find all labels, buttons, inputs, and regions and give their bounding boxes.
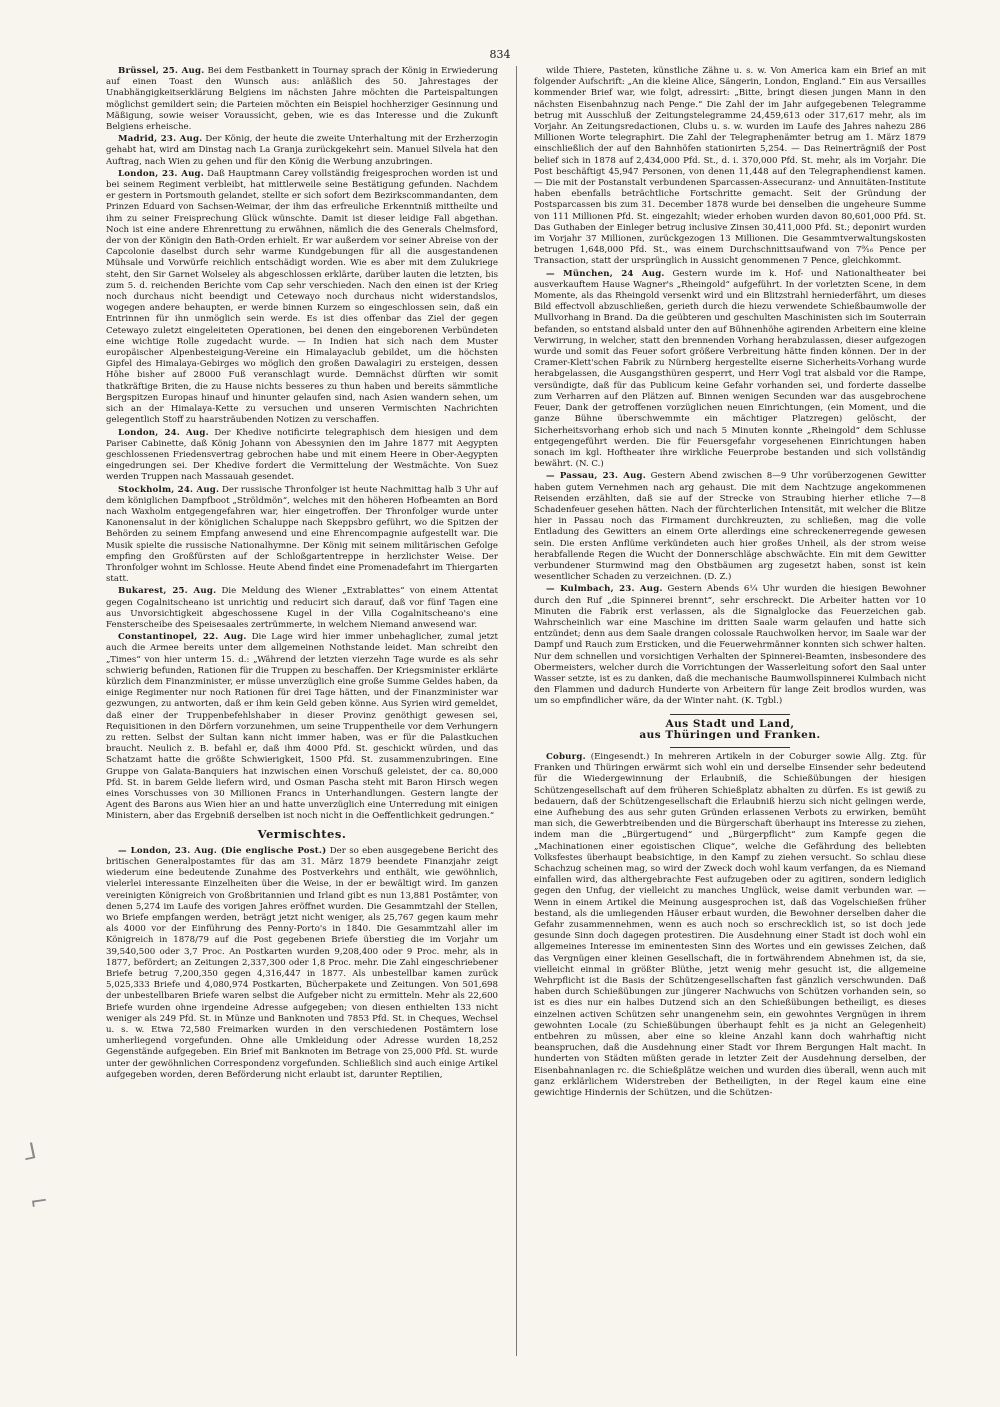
article-stockholm xyxy=(106,485,498,586)
left-column xyxy=(106,66,498,1356)
article-text: Daß Hauptmann Carey vollständig freigesprochen worden ist und bei seinem Regiment verbleibt, hat mittlerweile seine Bestätigung gefunden. Nachdem er gestern in Portsmouth gelandet, stellte er sich sofort dem Bezirkscommandanten, dem Prinzen Eduard von Sachsen-Weimar, der ihm das erfreuliche Erkenntniß mittheilte und ihm zu seiner Freisprechung Glück wünschte. Damit ist dieser leidige Fall abgethan. Noch ist eine andere Ehrenrettung zu erwähnen, nämlich die des Generals Chelmsford, der von der Königin den Bath-Orden erhielt. Er war außerdem vor seiner Abreise von der Capcolonie daselbst durch sehr warme Kundgebungen für all die ausgestandenen Mühsale und Vorwürfe reichlich entschädigt worden. Wie es aber mit dem Zulukriege steht, den Sir Garnet Wolseley als abgeschlossen erklärte, darüber lauten die letzten, bis zum 5. d. reichenden Berichte vom Cap sehr verschieden. Nach den einen ist der Krieg noch durchaus nicht beendigt und Cetewayo noch durchaus nicht widerstandslos, wogegen andere behaupten, er werde binnen Kurzem so eingeschlossen sein, daß ein Entrinnen für ihn unmöglich sein werde. Es ist dies offenbar das Ziel der gegen Cetewayo zuletzt eingeleiteten Operationen, bei denen den eingeborenen Verbündeten eine wichtige Rolle zugedacht wurde. — In Indien hat sich nach dem Muster europäischer Alpenbesteigung-Vereine ein Himalayaclub gebildet, um die höchsten Gipfel des Himalaya-Gebirges wo möglich den großen Dawalagiri zu ersteigen, dessen Höhe bisher auf 28000 Fuß veranschlagt wurde. Demnächst dürften wir somit thatkräftige Briten, die zu Hause nichts besseres zu thun haben und bereits sämmtliche Bergspitzen Europas hinauf und hinunter gelaufen sind, nach Asien wandern sehen, um sich an der Himalaya-Kette zu versuchen und unseren Vermischten Nachrichten gelegentlich Stoff zu haarsträubenden Notizen zu verschaffen. xyxy=(106,168,498,426)
article-london-23 xyxy=(106,169,498,427)
article-dateline: Coburg. xyxy=(546,751,586,762)
article-text: Der König, der heute die zweite Unterhaltung mit der Erzherzogin gehabt hat, wird am Dinstag nach La Granja zurückgekehrt sein. Manuel Silvela hat den Auftrag, nach Wien zu gehen und für den König die Werbung anzubringen. xyxy=(106,134,498,167)
margin-scan-mark: ⌐ xyxy=(28,1188,51,1217)
article-text: Die Lage wird hier immer unbehaglicher, zumal jetzt auch die Armee bereits unter dem allgemeinen Nothstande leidet. Man schreibt den „Times“ von hier unterm 15. d.: „Während der letzten vierzehn Tage wurde es als sehr schwierig befunden, Rationen für die Truppen zu beschaffen. Der Kriegsminister erklärte kürzlich dem Finanzminister, er müsse unverzüglich eine große Summe Geldes haben, da einige Regimenter nur noch Rationen für drei Tage hätten, und der Finanzminister war gezwungen, zu antworten, daß er ihm kein Geld geben könne. Aus Syrien wird gemeldet, daß einer der Truppenbefehlshaber in dieser Provinz genöthigt gewesen sei, Requisitionen in den Dörfern vorzunehmen, um seine Truppentheile vor dem Verhungern zu retten. Selbst der Sultan kann nicht immer haben, was er für die Palastkuchen braucht. Neulich z. B. befahl er, daß ihm 4000 Pfd. St. geschickt würden, und das Schatzamt hatte die größte Schwierigkeit, 1500 Pfd. St. zusammenzubringen. Eine Gruppe von Galata-Banquiers hat inzwischen einen Vorschuß geleistet, der ca. 80,000 Pfd. St. in barem Gelde liefern wird, und Osman Pascha steht mit Baron Hirsch wegen eines Vorschusses von 30 Millionen Francs in Unterhandlungen. Gestern langte der Agent des Barons aus Wien hier an und hatte unverzüglich eine Unterredung mit einigen Ministern, aber das Ergebniß derselben ist noch nicht in die Oeffentlichkeit gedrungen.“ xyxy=(106,632,498,822)
margin-scan-mark: ⅃ xyxy=(21,1138,39,1167)
article-dateline: — London, 23. Aug. (Die englische Post.) xyxy=(118,845,327,856)
article-london-24 xyxy=(106,428,498,484)
article-london-post-continued xyxy=(534,66,926,268)
article-text: (Eingesendt.) In mehreren Artikeln in der Coburger sowie Allg. Ztg. für Franken und Thüringen erwärmt sich wohl ein und derselbe Einsender sehr bedeutend für die Wiedergewinnung der Erlaubniß, die Schießübungen der hiesigen Schützengesellschaft auf dem früheren Schießplatz abhalten zu dürfen. Es ist gewiß zu bedauern, daß der Schützengesellschaft die Erlaubniß hierzu sich nicht gelingen werde, eine Aufhebung des aus sehr guten Gründen erlassenen Verbots zu erwirken, bemüht man sich, die Gewerbtreibenden und die Bürgerschaft überhaupt ins Interesse zu ziehen, indem man die „Bürgertugend“ und „Bürgerpflicht“ zum Kampfe gegen die „Machinationen einer egoistischen Clique“, welche die Gefährdung des beliebten Volksfestes überhaupt beabsichtige, in den Kampf zu ziehen versucht. So schlau diese Schachzug scheinen mag, so wird der Zweck doch wohl kaum verfangen, da es Niemand einfallen wird, das althergebrachte Fest aufzugeben oder zu agitiren, sondern lediglich gegen den Unfug, der vielleicht zu manches Unglück, weise damit verbunden war. — Wenn in einem Artikel die Meinung ausgesprochen ist, daß das Vogelschießen früher bestand, als die umliegenden Häuser erbaut wurden, die Bewohner derselben daher die Gefahr zusammennehmen, wenn es auch noch so erschrecklich ist, so ist doch jede gesunde Sinn doch dagegen protestiren. Die Ausdehnung einer Stadt ist doch wohl ein allgemeines Interesse im eminentesten Sinn des Wortes und ein gewisses Zeichen, daß das Vergnügen einer kleinen Gesellschaft, die in fortwährendem Abnehmen ist, da sie, vielleicht einmal in größter Blüthe, jetzt wenig mehr gesucht ist, die allgemeine Wehrpflicht ist die Basis der Schützengesellschaften fast gänzlich verschwunden. Daß haben durch Schießübungen zur jüngerer Nachwuchs von Schützen vorhanden sein, so ist es dies nur ein halbes Dutzend sich an den Schießübungen betheiligt, es dieses einzelnen activen Schützen sehr unangenehm sein, ein gewohntes Vergnügen in ihrem gewohnten Locale (zu Schießübungen überhaupt fehlt es ja nicht an Gelegenheit) entbehren zu müssen, aber eine so kleine Anzahl kann doch wahrhaftig nicht beanspruchen, daß die Ausdehnung einer Stadt vor Ihrem Bergungen Halt macht. In hunderten von Städten müßten gerade in letzter Zeit der Ausdehnung derselben, der Eisenbahnanlagen rc. die Schießplätze weichen und wurden dies überall, wenn auch mit ganz erklärlichem Widerstreben der Betheiligten, in der Regel kaum eine eine gewichtige Hindernis der Schützen, und die Schützen- xyxy=(534,751,926,1099)
article-dateline: Bukarest, 25. Aug. xyxy=(118,586,217,597)
article-text: Der so eben ausgegebene Bericht des britischen Generalpostamtes für das am 31. März 1879 beendete Finanzjahr zeigt wiederum eine bedeutende Zunahme des Postverkehrs und enthält, wie gewöhnlich, vielerlei interessante Einzelheiten über die Weise, in der er bewältigt wird. Im ganzen vereinigten Königreich von Großbritannien und Irland gibt es nun 13,881 Postämter, von denen 5,274 im Laufe des vorigen Jahres eröffnet wurden. Die Gesammtzahl der Stellen, wo Briefe empfangen werden, beträgt jetzt nicht weniger, als 25,767 gegen kaum mehr als 4000 vor der Einführung des Penny-Porto's in 1840. Die Gesammtzahl aller im Königreich in 1878/79 auf die Post gegebenen Briefe überstieg die im Vorjahr um 39,540,500 oder 3,7 Proc. An Postkarten wurden 9,208,400 oder 9 Proc. mehr, als in 1877, befördert; an Zeitungen 2,337,300 oder 1,8 Proc. mehr. Die Zahl eingeschriebener Briefe betrug 7,200,350 gegen 4,316,447 in 1877. Als unbestellbar kamen zurück 5,025,333 Briefe und 4,080,974 Postkarten, Bücherpakete und Zeitungen. Von 501,698 der unbestellbaren Briefe waren selbst die Aufgeber nicht zu ermitteln. Mehr als 22,600 Briefe wurden ohne irgendeine Adresse aufgegeben; von diesen enthielten 133 nicht weniger als 249 Pfd. St. in Münze und Banknoten und 7853 Pfd. St. in Cheques, Wechsel u. s. w. Etwa 72,580 Freimarken wurden in den verschiedenen Postämtern lose umherliegend vorgefunden. Ohne alle Umkleidung oder Adresse wurden 18,252 Gegenstände aufgegeben. Ein Brief mit Banknoten im Betrage von 25,000 Pfd. St. wurde unter der gewöhnlichen Correspondenz vorgefunden. Schließlich sind auch einige Artikel aufgegeben worden, deren Beförderung nicht erlaubt ist, darunter Reptilien, xyxy=(106,845,498,1080)
article-kulmbach xyxy=(534,584,926,707)
article-dateline: Madrid, 23. Aug. xyxy=(118,134,203,145)
article-madrid xyxy=(106,134,498,168)
article-dateline: — München, 24 Aug. xyxy=(546,268,665,279)
right-column xyxy=(534,66,926,1356)
news-articles xyxy=(534,66,926,708)
article-text: Gestern wurde im k. Hof- und Nationaltheater bei ausverkauftem Hause Wagner's „Rheingold“ aufgeführt. In der vorletzten Scene, in dem Momente, als das Rheingold versenkt wird und ein Blitzstrahl herniederfährt, um dieses Bild effectvoll abzuschließen, gerieth durch die hiezu verwendete Schießbaumwolle der Mullvorhang in Brand. Da die geübteren und geschulten Maschinisten sich im Souterrain befanden, so entstand alsbald unter den auf Bühnenhöhe agirenden Arbeitern eine kleine Verwirrung, in welcher, statt den brennenden Vorhang herabzulassen, dieser aufgezogen wurde und somit das Feuer sofort größere Verbreitung hätte finden können. Der in der Cramer-Klett'schen Fabrik zu Nürnberg hergestellte eiserne Sicherheits-Vorhang wurde herabgelassen, die Ausgangsthüren gesperrt, und Herr Vogl trat alsbald vor die Rampe, versündigte, daß für das Publicum keine Gefahr vorhanden sei, und forderte dasselbe zum Verharren auf den Plätzen auf. Binnen wenigen Secunden war das ausgebrochene Feuer, Dank der getroffenen vorzüglichen neuen Einrichtungen, (ein Moment, und die ganze Bühne überschwemmte ein mächtiger Platzregen) gelöscht, der Sicherheitsvorhang erhob sich und nach 5 Minuten konnte „Rheingold“ dem Schlusse entgegengeführt werden. Die für Feuersgefahr vorgesehenen Einrichtungen haben sonach im kgl. Hoftheater ihre wirkliche Feuerprobe bestanden und sich vollständig bewährt. (N. C.) xyxy=(534,268,926,470)
section-stadt-und-land xyxy=(534,714,926,1100)
article-dateline: — Passau, 23. Aug. xyxy=(546,471,646,482)
article-muenchen xyxy=(534,269,926,471)
article-dateline: Constantinopel, 22. Aug. xyxy=(118,632,247,643)
section-subtitle: aus Thüringen und Franken. xyxy=(639,728,821,741)
article-london-post xyxy=(106,846,498,1081)
article-text: Die Meldung des Wiener „Extrablattes“ von einem Attentat gegen Cogalnitscheano ist unrichtig und reducirt sich darauf, daß vor fünf Tagen eine aus Unvorsichtigkeit abgeschossene Kugel in der Villa Cogalnitscheano's eine Fensterscheibe des Speisesaales zertrümmerte, in welchem Niemand anwesend war. xyxy=(106,586,498,630)
article-text: wilde Thiere, Pasteten, künstliche Zähne u. s. w. Von America kam ein Brief an mit folgender Aufschrift: „An die kleine Alice, Sängerin, London, England.“ Ein aus Versailles kommender Brief war, wie folgt, adressirt: „Bitte, bringt diesen jungen Mann in den nächsten Eisenbahnzug nach Penge.“ Die Zahl der im Jahr aufgegebenen Telegramme betrug mit Ausschluß der Zeitungstelegramme 24,459,613 oder 317,617 mehr, als im Vorjahr. An Zeitungsredactionen, Clubs u. s. w. wurden im Laufe des Jahres nahezu 286 Millionen Worte telegraphirt. Die Zahl der Telegraphenämter betrug am 1. März 1879 einschließlich der auf den Bahnhöfen stationirten 5,254. — Das Reinerträgniß der Post belief sich in 1878 auf 2,434,000 Pfd. St., d. i. 370,000 Pfd. St. mehr, als im Vorjahr. Die Post beschäftigt 45,947 Personen, von denen 11,448 auf den Telegraphendienst kamen. — Die mit der Postanstalt verbundenen Sparcassen-Assecuranz- und Annuitäten-Institute haben ebenfalls beträchtliche Fortschritte gemacht. Seit der Gründung der Postsparcassen bis zum 31. December 1878 wurde bei denselben die ungeheure Summe von 111 Millionen Pfd. St. eingezahlt; wieder erhoben wurden davon 80,601,000 Pfd. St. Das Guthaben der Einleger betrug inclusive Zinsen 30,411,000 Pfd. St.; deponirt wurden im Vorjahr 37 Millionen, zurückgezogen 13 Millionen. Die Gesammtverwaltungskosten betrugen 1,648,000 Pfd. St., was einem Durchschnittsaufwand von 7⁹⁄₁₆ Pence per Transaction, statt der ursprünglich in Aussicht genommenen 7 Pence, gleichkommt. xyxy=(534,66,926,267)
section-rule xyxy=(670,714,790,715)
article-text: Bei dem Festbankett in Tournay sprach der König in Erwiederung auf einen Toast den Wunsch aus: anläßlich des 50. Jahrestages der Unabhängigkeitserklärung Belgiens im nächsten Jahre möchten die Parteispaltungen möglichst gemildert sein; die Parteien möchten ein Beispiel hochherziger Gesinnung und Mäßigung, sowie weiser Voraussicht, geben, wie es das Interesse und die Zukunft Belgiens erheische. xyxy=(106,66,498,133)
news-articles xyxy=(106,66,498,823)
article-passau xyxy=(534,471,926,583)
section-title: Aus Stadt und Land, xyxy=(665,717,795,730)
article-coburg xyxy=(534,752,926,1099)
article-dateline: — Kulmbach, 23. Aug. xyxy=(546,584,663,595)
page-number: 834 xyxy=(489,48,511,61)
section-vermischtes xyxy=(106,826,498,1081)
article-text: Der russische Thronfolger ist heute Nachmittag halb 3 Uhr auf dem königlichen Dampfboot „Ströldmön“, welches mit den höheren Hofbeamten an Bord nach Waxholm entgegengefahren war, hier eingetroffen. Der Thronfolger wurde unter Kanonensalut in der königlichen Schaluppe nach Skeppsbro geführt, wo die Spitzen der Behörden zu seinem Empfang anwesend und eine Ehrencompagnie aufgestellt war. Die Musik spielte die russische Nationalhymne. Der König mit seinem militärischen Gefolge empfing den Großfürsten auf der Schloßgartentreppe in herzlichster Weise. Der Thronfolger wohnt im Schlosse. Heute Abend findet eine Promenadefahrt im Thiergarten statt. xyxy=(106,484,498,585)
column-divider xyxy=(516,66,517,1356)
article-bukarest xyxy=(106,586,498,631)
article-text: Der Khedive notificirte telegraphisch dem hiesigen und dem Pariser Cabinette, daß König Johann von Abessynien den im Jahre 1877 mit Aegypten geschlossenen Friedensvertrag gebrochen habe und mit einem Heere in Ober-Aegypten eingedrungen sei. Der Khedive fordert die Vermittelung der Westmächte. Von Suez werden Truppen nach Massauah gesendet. xyxy=(106,427,498,483)
article-dateline: Stockholm, 24. Aug. xyxy=(118,484,220,495)
article-bruessel xyxy=(106,66,498,133)
article-text: Gestern Abend zwischen 8—9 Uhr vorüberzogenen Gewitter haben gutem Vernehmen nach arg gehaust. Die mit dem Nachtzuge angekommenen Reisenden erzählten, daß sie auf der Strecke von Straubing hierher etliche 7—8 Schadenfeuer gesehen hätten. Nach der fürchterlichen Intensität, mit welcher die Blitze hier in Passau noch das Firmament durchkreuzten, zu schließen, mag die volle Entladung des Gewitters an einem Orte allerdings eine schreckenerregende gewesen sein. Die ersten Anflüme verkündeten auch hier großes Unheil, als der strom weise herabfallende Regen die Wucht der Donnerschläge abschwächte. Ein mit dem Gewitter verbundener Sturmwind mag den Obstbäumen arg zugesetzt haben, sonst ist kein wesentlicher Schaden zu verzeichnen. (D. Z.) xyxy=(534,471,926,583)
article-text: Gestern Abends 6¼ Uhr wurden die hiesigen Bewohner durch den Ruf „die Spinnerei brennt“, sehr erschreckt. Die Arbeiter hatten vor 10 Minuten die Fabrik erst verlassen, als die Signalglocke das Feuerzeichen gab. Wahrscheinlich war eine Maschine im dritten Saale warm gelaufen und hatte sich entzündet; denn aus dem Saale drangen colossale Rauchwolken hervor, im Saale war der Dampf und Rauch zum Ersticken, und die Feuerwehrmänner konnten sich schwer halten. Nur dem schnellen und vorsichtigen Verhalten der Spinnerei-Beamten, insbesondere des Obermeisters, welcher durch die Vorrichtungen der Wasserleitung sofort den Saal unter Wasser setzte, ist es zu danken, daß die mechanische Baumwollspinnerei Kulmbach nicht den Flammen und dadurch Hunderte von Arbeitern für lange Zeit brodlos wurden, was um so empfindlicher wäre, da der Winter naht. (K. Tgbl.) xyxy=(534,584,926,707)
article-dateline: Brüssel, 25. Aug. xyxy=(118,66,205,76)
section-title: Vermischtes. xyxy=(257,826,347,841)
article-dateline: London, 24. Aug. xyxy=(118,427,209,438)
article-constantinopel xyxy=(106,632,498,822)
section-rule xyxy=(670,747,790,748)
article-dateline: London, 23. Aug. xyxy=(118,168,204,179)
